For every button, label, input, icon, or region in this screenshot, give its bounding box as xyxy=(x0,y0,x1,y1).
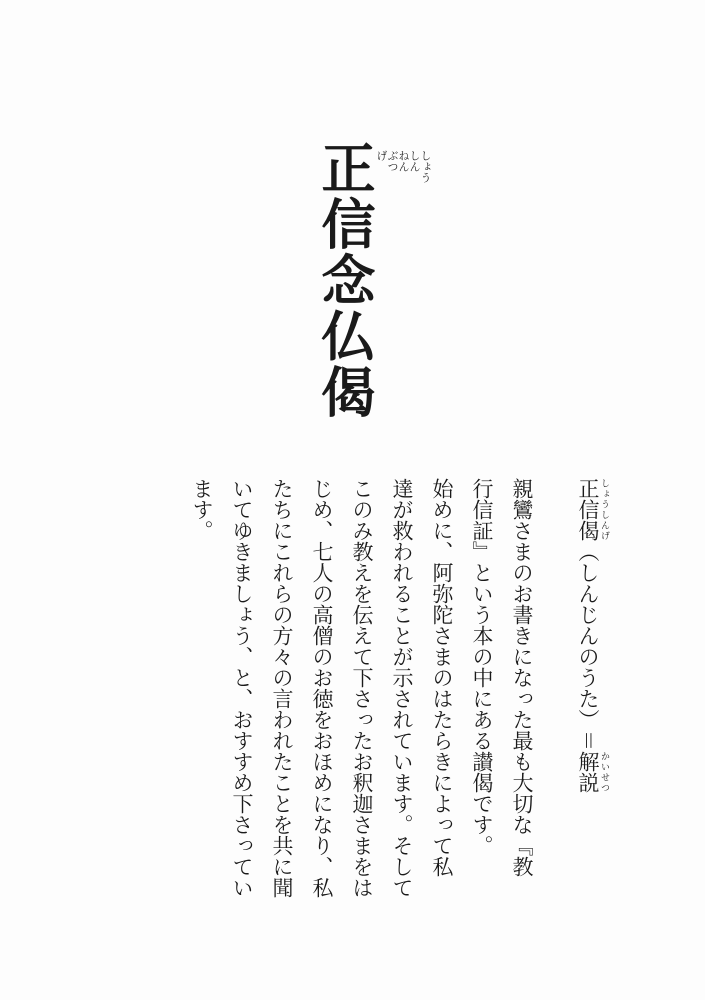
text-line: ます。 xyxy=(190,478,214,541)
text-line: 達が救われることが示されています。そして xyxy=(390,478,414,898)
text-line: じめ、七人の高僧のお徳をおほめになり、私 xyxy=(310,478,334,898)
title-furigana xyxy=(376,150,431,206)
title-ruby-3: ねん xyxy=(397,150,410,172)
text-line: 親鸞さまのお書きになった最も大切な『教 xyxy=(510,478,534,877)
text-line: いてゆきましょう、と、おすすめ下さってい xyxy=(230,478,254,898)
title-ruby-1: しょう xyxy=(419,150,432,183)
section-heading: 正信偈 しょうしんげ（しんじんのうた）＝解説 かいせつ xyxy=(576,478,609,793)
text-line: たちにこれらの方々の言われたことを共に聞 xyxy=(270,478,294,898)
text-line: 行信証』という本の中にある讃偈です。 xyxy=(470,478,494,856)
title-ruby-2: しん xyxy=(408,150,421,172)
text-line: 始めに、阿弥陀さまのはたらきによって私 xyxy=(430,478,454,877)
title-ruby-4: ぶつ xyxy=(386,150,399,172)
body-text xyxy=(182,478,609,958)
text-line: このみ教えを伝えて下さったお釈迦さまをは xyxy=(350,478,374,898)
title-ruby-5: げ xyxy=(375,150,388,161)
page-title: 正信念仏偈 xyxy=(313,140,377,420)
